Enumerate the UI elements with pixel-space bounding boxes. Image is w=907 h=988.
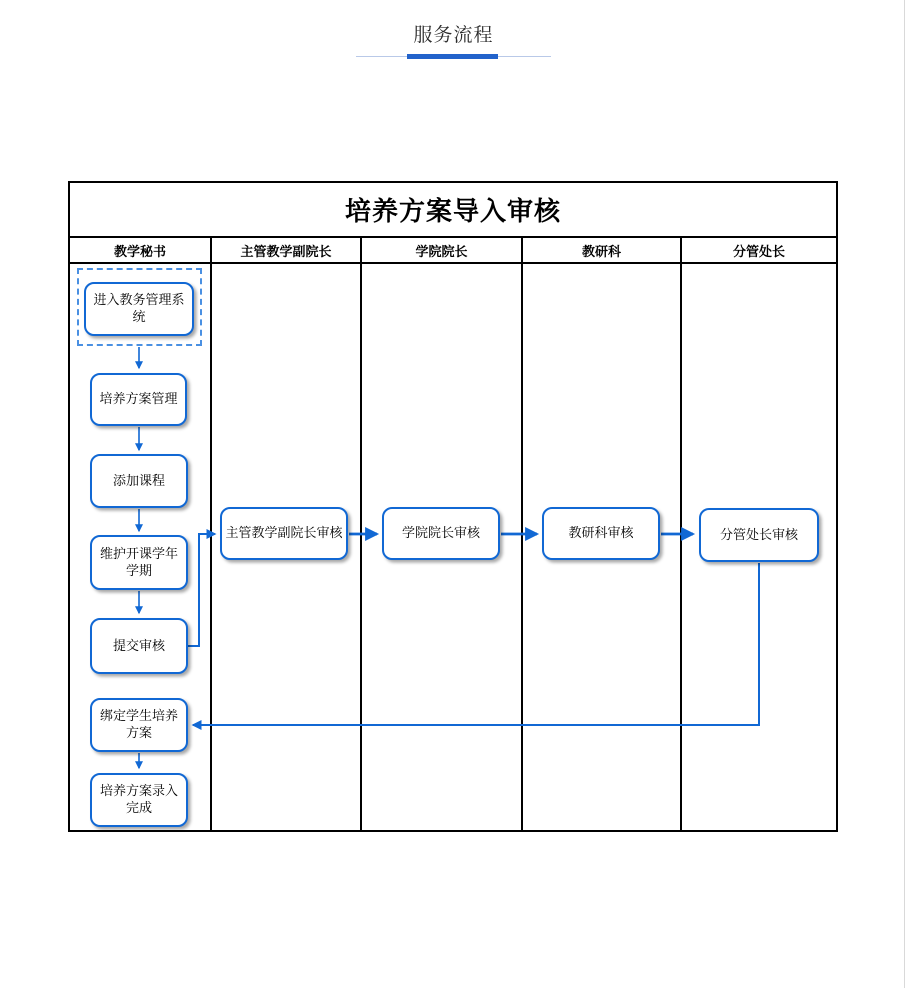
node-research-section-review: 教研科审核 xyxy=(542,507,660,560)
node-bind-student-plan: 绑定学生培养方案 xyxy=(90,698,188,752)
node-director-review: 分管处长审核 xyxy=(699,508,819,562)
lane-header-research-section: 教研科 xyxy=(523,238,682,262)
lane-header-vice-dean: 主管教学副院长 xyxy=(212,238,362,262)
node-add-course: 添加课程 xyxy=(90,454,188,508)
node-submit-review: 提交审核 xyxy=(90,618,188,674)
page-title: 服务流程 xyxy=(413,25,494,46)
node-entry-complete: 培养方案录入完成 xyxy=(90,773,188,827)
node-plan-management: 培养方案管理 xyxy=(90,373,187,426)
lane-header-teaching-secretary: 教学秘书 xyxy=(70,238,212,262)
lane-header-dean: 学院院长 xyxy=(362,238,523,262)
node-dean-review: 学院院长审核 xyxy=(382,507,500,560)
node-maintain-semester: 维护开课学年学期 xyxy=(90,535,188,590)
lane-header-director: 分管处长 xyxy=(732,243,785,259)
node-vice-dean-review: 主管教学副院长审核 xyxy=(220,507,348,560)
node-enter-edu-system: 进入教务管理系统 xyxy=(84,282,194,336)
lane-headers xyxy=(70,238,836,264)
page-edge-divider xyxy=(904,0,905,988)
diagram-title: 培养方案导入审核 xyxy=(70,183,836,238)
underline-accent-bar xyxy=(407,54,498,59)
